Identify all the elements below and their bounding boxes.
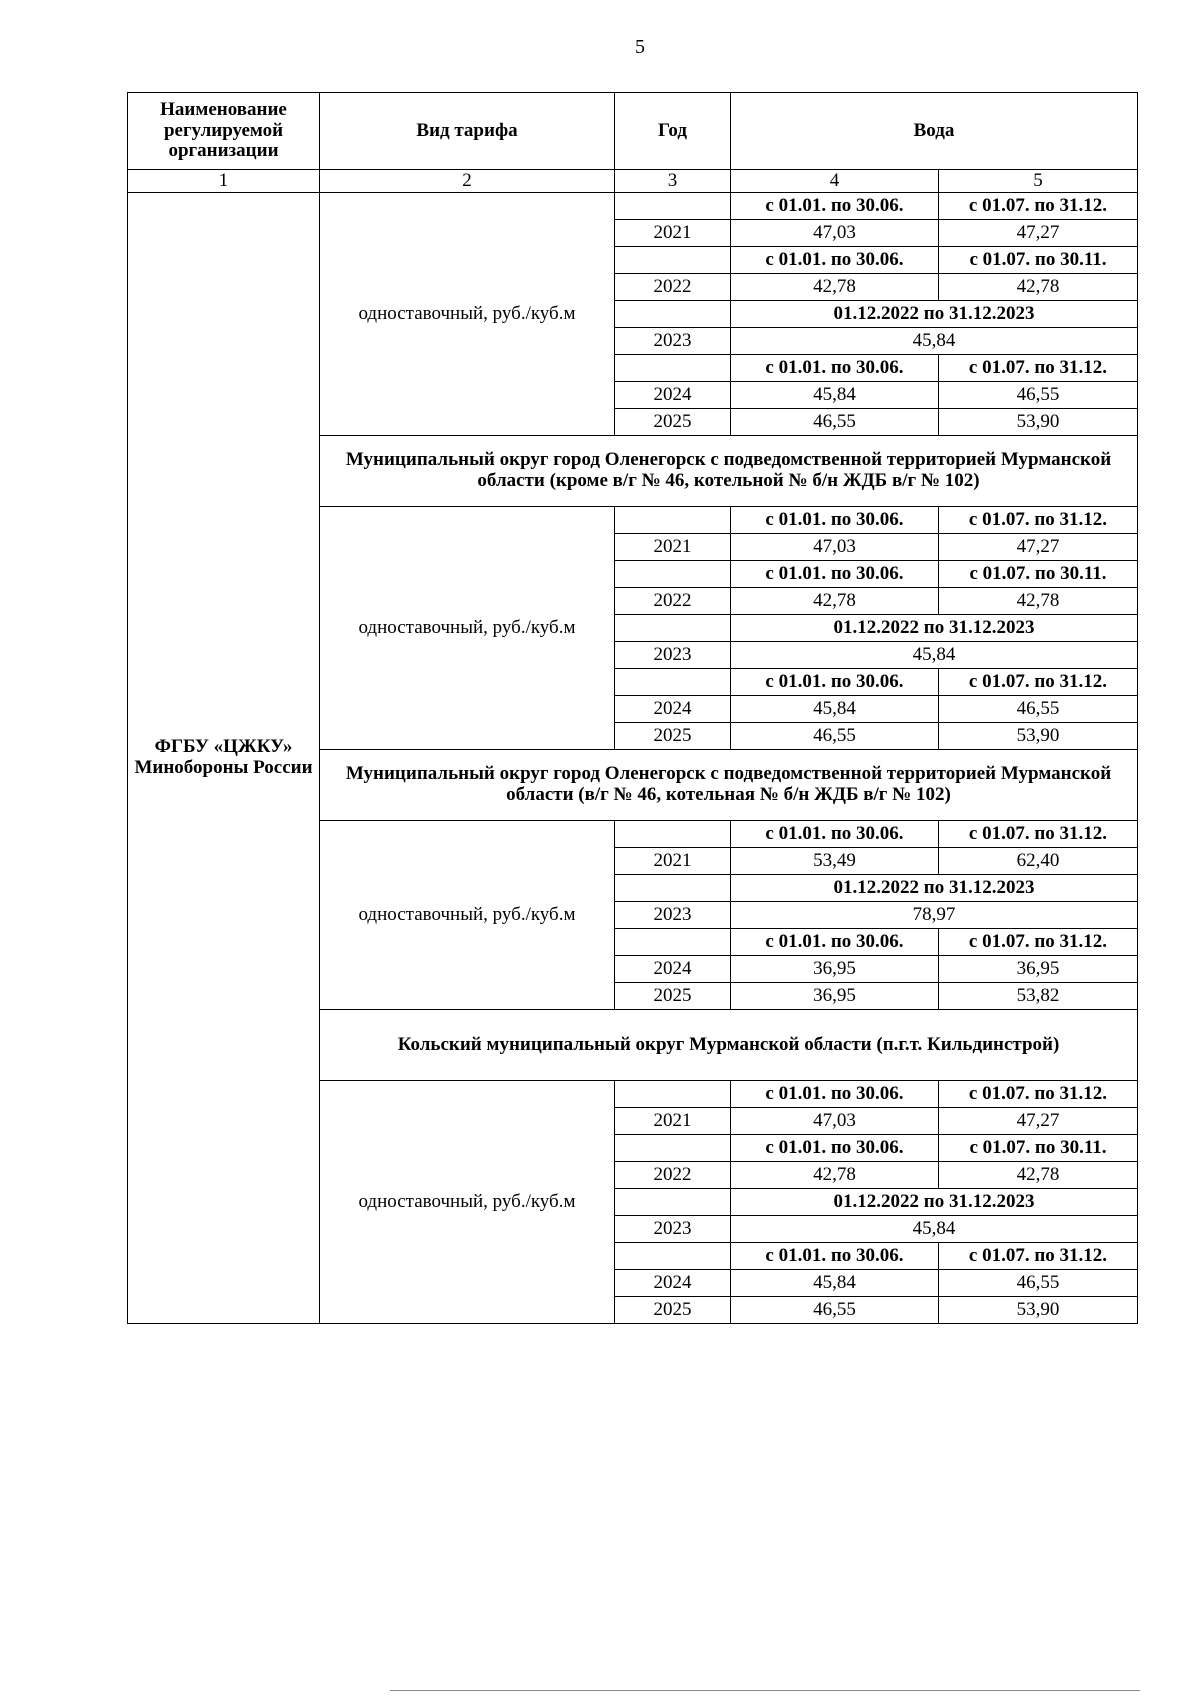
- value-cell: 45,84: [731, 1216, 1138, 1243]
- value-cell: 42,78: [731, 588, 939, 615]
- header-year: Год: [615, 93, 731, 170]
- value-cell: 53,49: [731, 848, 939, 875]
- value-cell: 46,55: [731, 723, 939, 750]
- value-cell: 42,78: [939, 1162, 1138, 1189]
- value-cell: 53,90: [939, 1297, 1138, 1324]
- period-cell: с 01.07. по 30.11.: [939, 561, 1138, 588]
- period-cell: с 01.07. по 31.12.: [939, 1243, 1138, 1270]
- year-cell: 2024: [615, 382, 731, 409]
- year-cell: 2021: [615, 848, 731, 875]
- period-cell: с 01.07. по 31.12.: [939, 821, 1138, 848]
- value-cell: 45,84: [731, 642, 1138, 669]
- organization-name: ФГБУ «ЦЖКУ» Минобороны России: [128, 193, 320, 1324]
- value-cell: 46,55: [939, 382, 1138, 409]
- value-cell: 36,95: [939, 956, 1138, 983]
- column-index: 4: [731, 170, 939, 193]
- period-cell: с 01.07. по 31.12.: [939, 355, 1138, 382]
- year-cell: 2025: [615, 723, 731, 750]
- year-cell: [615, 875, 731, 902]
- period-cell: с 01.01. по 30.06.: [731, 561, 939, 588]
- year-cell: [615, 1189, 731, 1216]
- column-index: 1: [128, 170, 320, 193]
- year-cell: 2025: [615, 409, 731, 436]
- year-cell: [615, 561, 731, 588]
- period-cell: 01.12.2022 по 31.12.2023: [731, 1189, 1138, 1216]
- value-cell: 45,84: [731, 328, 1138, 355]
- value-cell: 42,78: [731, 1162, 939, 1189]
- value-cell: 46,55: [939, 1270, 1138, 1297]
- year-cell: 2022: [615, 1162, 731, 1189]
- year-cell: 2024: [615, 1270, 731, 1297]
- period-cell: с 01.01. по 30.06.: [731, 1081, 939, 1108]
- period-cell: с 01.07. по 31.12.: [939, 929, 1138, 956]
- period-cell: 01.12.2022 по 31.12.2023: [731, 301, 1138, 328]
- year-cell: 2022: [615, 274, 731, 301]
- year-cell: [615, 1243, 731, 1270]
- period-cell: с 01.01. по 30.06.: [731, 507, 939, 534]
- value-cell: 36,95: [731, 956, 939, 983]
- year-cell: 2023: [615, 642, 731, 669]
- value-cell: 53,82: [939, 983, 1138, 1010]
- column-index: 5: [939, 170, 1138, 193]
- period-cell: 01.12.2022 по 31.12.2023: [731, 875, 1138, 902]
- year-cell: [615, 1081, 731, 1108]
- value-cell: 62,40: [939, 848, 1138, 875]
- value-cell: 53,90: [939, 409, 1138, 436]
- year-cell: [615, 301, 731, 328]
- value-cell: 47,27: [939, 534, 1138, 561]
- value-cell: 42,78: [939, 274, 1138, 301]
- value-cell: 45,84: [731, 382, 939, 409]
- value-cell: 45,84: [731, 1270, 939, 1297]
- column-index: 3: [615, 170, 731, 193]
- period-cell: с 01.07. по 30.11.: [939, 247, 1138, 274]
- value-cell: 42,78: [939, 588, 1138, 615]
- year-cell: 2025: [615, 983, 731, 1010]
- value-cell: 45,84: [731, 696, 939, 723]
- value-cell: 47,27: [939, 1108, 1138, 1135]
- header-water: Вода: [731, 93, 1138, 170]
- value-cell: 36,95: [731, 983, 939, 1010]
- table-row: [128, 193, 1138, 220]
- tariff-type: одноставочный, руб./куб.м: [320, 507, 615, 750]
- value-cell: 53,90: [939, 723, 1138, 750]
- year-cell: [615, 193, 731, 220]
- column-index: 2: [320, 170, 615, 193]
- year-cell: 2021: [615, 534, 731, 561]
- region-heading: Муниципальный округ город Оленегорск с подведомственной территорией Мурманской области (в/г № 46, котельная № б/н ЖДБ в/г № 102): [320, 750, 1138, 821]
- year-cell: [615, 355, 731, 382]
- tariff-table: [127, 92, 1138, 1324]
- year-cell: 2024: [615, 956, 731, 983]
- period-cell: с 01.07. по 31.12.: [939, 507, 1138, 534]
- region-heading: Кольский муниципальный округ Мурманской области (п.г.т. Кильдинстрой): [320, 1010, 1138, 1081]
- year-cell: 2021: [615, 1108, 731, 1135]
- value-cell: 78,97: [731, 902, 1138, 929]
- period-cell: с 01.01. по 30.06.: [731, 1135, 939, 1162]
- year-cell: [615, 507, 731, 534]
- value-cell: 46,55: [731, 1297, 939, 1324]
- tariff-type: одноставочный, руб./куб.м: [320, 1081, 615, 1324]
- year-cell: 2024: [615, 696, 731, 723]
- period-cell: с 01.01. по 30.06.: [731, 1243, 939, 1270]
- region-heading: Муниципальный округ город Оленегорск с подведомственной территорией Мурманской области (кроме в/г № 46, котельной № б/н ЖДБ в/г № 102): [320, 436, 1138, 507]
- value-cell: 47,27: [939, 220, 1138, 247]
- year-cell: [615, 929, 731, 956]
- value-cell: 47,03: [731, 220, 939, 247]
- year-cell: 2023: [615, 328, 731, 355]
- value-cell: 46,55: [939, 696, 1138, 723]
- tariff-type: одноставочный, руб./куб.м: [320, 821, 615, 1010]
- year-cell: [615, 1135, 731, 1162]
- tariff-type: одноставочный, руб./куб.м: [320, 193, 615, 436]
- value-cell: 47,03: [731, 534, 939, 561]
- header-organization: Наименование регулируемой организации: [128, 93, 320, 170]
- period-cell: 01.12.2022 по 31.12.2023: [731, 615, 1138, 642]
- period-cell: с 01.01. по 30.06.: [731, 355, 939, 382]
- value-cell: 42,78: [731, 274, 939, 301]
- year-cell: 2021: [615, 220, 731, 247]
- period-cell: с 01.01. по 30.06.: [731, 669, 939, 696]
- value-cell: 46,55: [731, 409, 939, 436]
- bottom-rule: [390, 1690, 1140, 1691]
- period-cell: с 01.01. по 30.06.: [731, 247, 939, 274]
- period-cell: с 01.01. по 30.06.: [731, 821, 939, 848]
- year-cell: 2023: [615, 902, 731, 929]
- year-cell: 2023: [615, 1216, 731, 1243]
- year-cell: 2022: [615, 588, 731, 615]
- header-tariff-type: Вид тарифа: [320, 93, 615, 170]
- period-cell: с 01.01. по 30.06.: [731, 193, 939, 220]
- value-cell: 47,03: [731, 1108, 939, 1135]
- period-cell: с 01.07. по 31.12.: [939, 669, 1138, 696]
- year-cell: [615, 669, 731, 696]
- period-cell: с 01.07. по 31.12.: [939, 193, 1138, 220]
- year-cell: 2025: [615, 1297, 731, 1324]
- period-cell: с 01.07. по 31.12.: [939, 1081, 1138, 1108]
- period-cell: с 01.07. по 30.11.: [939, 1135, 1138, 1162]
- page-number: 5: [635, 36, 645, 58]
- period-cell: с 01.01. по 30.06.: [731, 929, 939, 956]
- year-cell: [615, 247, 731, 274]
- year-cell: [615, 821, 731, 848]
- year-cell: [615, 615, 731, 642]
